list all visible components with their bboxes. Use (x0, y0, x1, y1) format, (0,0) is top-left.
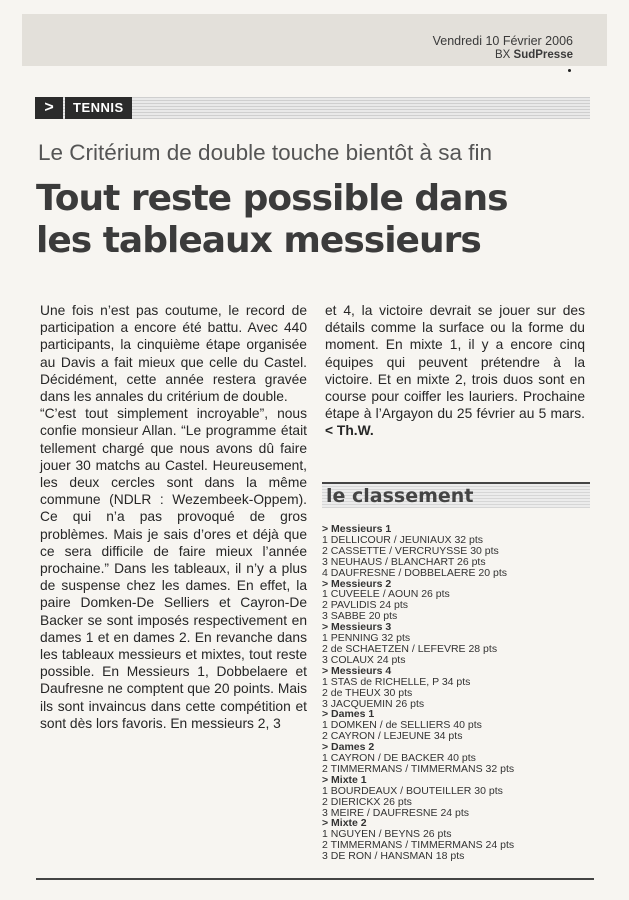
ranking-row: 2 PAVLIDIS 24 pts (322, 599, 408, 612)
ranking-category: > Messieurs 3 (322, 621, 392, 634)
article-text: et 4, la victoire devrait se jouer sur des détails comme la surface ou la forme du moment. En mixte 1, il y a encore cinq équipes qui peuvent prétendre à la victoire. Et en mixte 2, trois duos sont en course pour coiffer les lauriers. Prochaine étape à l’Argayon du 25 février au 5 mars. (325, 303, 585, 422)
headline-line-2: les tableaux messieurs (36, 220, 481, 261)
page-header-band (22, 14, 607, 66)
ranking-row: 1 NGUYEN / BEYNS 26 pts (322, 828, 452, 841)
ranking-row: 2 DIERICKX 26 pts (322, 795, 412, 808)
article-paragraph: Une fois n’est pas coutume, le record de participation a encore été battu. Avec 440 participants, la cinquième étape organisée au Davis a fait mieux que celle du Castel. Décidément, cette année restera gravée dans les annales du critérium de double. (40, 303, 307, 405)
ranking-category: > Messieurs 1 (322, 523, 392, 535)
source-prefix: BX (495, 49, 514, 61)
ranking-row: 3 DE RON / HANSMAN 18 pts (322, 850, 465, 863)
ranking-row: 2 de THEUX 30 pts (322, 686, 413, 699)
article-kicker: Le Critérium de double touche bientôt à sa fin (38, 140, 493, 165)
article-paragraph: “C’est tout simplement incroyable”, nous confie monsieur Allan. “Le programme était tellement chargé que nous avons dû faire jouer 30 matchs au Castel. Heureusement, les deux cercles sont dans la même commune (NDLR : Wezembeek-Oppem). Ce qui n’a pas provoqué de gros problèmes. Mais je sais d’ores et déjà que ce sera difficile de faire mieux l’année prochaine.” Dans les tableaux, il n’y a plus de suspense chez les dames. En effet, la paire Domken-De Selliers et Cayron-De Backer se sont imposés respectivement en dames 1 et en dames 2. En revanche dans les tableaux messieurs et mixtes, tout reste possible. En Messieurs 1, Dobbelaere et Daufresne ne comptent que 20 points. Mais ils sont invaincus dans cette compétition et sont dès lors favoris. En messieurs 2, 3 (40, 406, 307, 731)
ranking-category: > Messieurs 2 (322, 577, 392, 590)
ranking-row: 3 COLAUX 24 pts (322, 653, 406, 666)
ranking-row: 2 TIMMERMANS / TIMMERMANS 24 pts (322, 839, 515, 852)
ranking-row: 1 DOMKEN / de SELLIERS 40 pts (322, 719, 482, 732)
bottom-rule (36, 878, 594, 880)
header-dot (568, 69, 571, 72)
ranking-category: > Mixte 2 (322, 817, 367, 830)
ranking-row: 1 PENNING 32 pts (322, 632, 411, 645)
publication-date: Vendredi 10 Février 2006 (432, 34, 573, 48)
ranking-title: le classement (322, 482, 590, 508)
article-headline (36, 178, 596, 262)
ranking-row: 1 BOURDEAUX / BOUTEILLER 30 pts (322, 784, 503, 797)
ranking-row: 1 CAYRON / DE BACKER 40 pts (322, 752, 476, 765)
headline-line-1: Tout reste possible dans (36, 178, 508, 219)
ranking-row: 2 de SCHAETZEN / LEFEVRE 28 pts (322, 642, 498, 655)
ranking-row: 3 JACQUEMIN 26 pts (322, 697, 425, 710)
article-column-2 (325, 302, 585, 440)
source-brand: SudPresse (513, 49, 573, 61)
article-column-1 (40, 302, 307, 732)
ranking-category: > Dames 1 (322, 708, 375, 721)
ranking-box (322, 482, 590, 862)
chevron-icon: > (35, 97, 63, 119)
ranking-category: > Messieurs 4 (322, 664, 392, 677)
ranking-row: 1 CUVEELE / AOUN 26 pts (322, 588, 450, 601)
ranking-category: > Mixte 1 (322, 773, 367, 786)
ranking-row: 2 CASSETTE / VERCRUYSSE 30 pts (322, 544, 499, 557)
ranking-row: 3 MEIRE / DAUFRESNE 24 pts (322, 806, 470, 819)
ranking-row: 4 DAUFRESNE / DOBBELAERE 20 pts (322, 566, 507, 579)
ranking-row: 1 DELLICOUR / JEUNIAUX 32 pts (322, 533, 484, 546)
section-label: TENNIS (65, 97, 132, 119)
ranking-category: > Dames 2 (322, 741, 375, 754)
section-rubric (35, 97, 590, 119)
ranking-row: 2 CAYRON / LEJEUNE 34 pts (322, 730, 463, 743)
ranking-list (322, 524, 590, 862)
publication-source (495, 49, 573, 61)
author-signoff: < Th.W. (325, 423, 374, 439)
ranking-row: 1 STAS de RICHELLE, P 34 pts (322, 675, 471, 688)
ranking-row: 3 NEUHAUS / BLANCHART 26 pts (322, 555, 486, 568)
ranking-row: 2 TIMMERMANS / TIMMERMANS 32 pts (322, 762, 515, 775)
ranking-row: 3 SABBE 20 pts (322, 610, 398, 623)
article-paragraph (325, 302, 585, 440)
